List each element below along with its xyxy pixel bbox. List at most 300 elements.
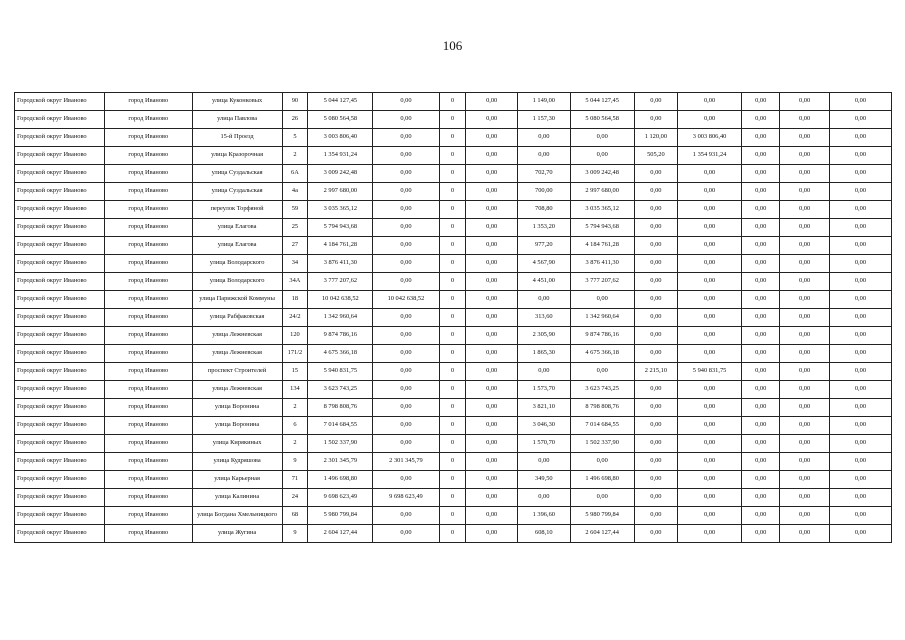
- settlement-cell: город Иваново: [104, 327, 192, 345]
- area-d-cell: 0,00: [742, 435, 780, 453]
- amount-e-cell: 0,00: [829, 165, 891, 183]
- municipality-cell: Городской округ Иваново: [15, 363, 105, 381]
- total-cost-cell: 5 940 831,75: [308, 363, 373, 381]
- municipality-cell: Городской округ Иваново: [15, 453, 105, 471]
- street-cell: улица Лежневская: [192, 345, 282, 363]
- table-row: [15, 183, 892, 201]
- municipality-cell: Городской округ Иваново: [15, 273, 105, 291]
- table-row: [15, 129, 892, 147]
- area-a-cell: 0,00: [466, 363, 518, 381]
- house-number-cell: 9: [282, 525, 308, 543]
- table-row: [15, 201, 892, 219]
- area-a-cell: 0,00: [466, 219, 518, 237]
- amount-e-cell: 0,00: [829, 129, 891, 147]
- house-number-cell: 5: [282, 129, 308, 147]
- area-d-cell: 0,00: [742, 453, 780, 471]
- street-cell: улица Кразорочная: [192, 147, 282, 165]
- area-b-cell: 3 046,30: [517, 417, 570, 435]
- total-cost-cell: 3 876 411,30: [308, 255, 373, 273]
- area-c-cell: 0,00: [634, 255, 677, 273]
- count-a-cell: 0: [439, 291, 466, 309]
- house-number-cell: 6А: [282, 165, 308, 183]
- area-c-cell: 505,20: [634, 147, 677, 165]
- settlement-cell: город Иваново: [104, 417, 192, 435]
- area-a-cell: 0,00: [466, 417, 518, 435]
- amount-c-cell: 1 354 931,24: [678, 147, 742, 165]
- amount-c-cell: 0,00: [678, 93, 742, 111]
- amount-d-cell: 0,00: [780, 201, 830, 219]
- data-table: [14, 92, 892, 543]
- amount-c-cell: 0,00: [678, 507, 742, 525]
- area-b-cell: 700,00: [517, 183, 570, 201]
- amount-c-cell: 0,00: [678, 417, 742, 435]
- municipality-cell: Городской округ Иваново: [15, 165, 105, 183]
- area-b-cell: 1 149,00: [517, 93, 570, 111]
- count-a-cell: 0: [439, 93, 466, 111]
- house-number-cell: 59: [282, 201, 308, 219]
- municipality-cell: Городской округ Иваново: [15, 435, 105, 453]
- municipality-cell: Городской округ Иваново: [15, 111, 105, 129]
- table-row: [15, 237, 892, 255]
- amount-a-cell: 0,00: [373, 525, 439, 543]
- area-a-cell: 0,00: [466, 471, 518, 489]
- amount-b-cell: 5 980 799,84: [570, 507, 634, 525]
- amount-c-cell: 0,00: [678, 453, 742, 471]
- amount-c-cell: 0,00: [678, 399, 742, 417]
- municipality-cell: Городской округ Иваново: [15, 237, 105, 255]
- area-a-cell: 0,00: [466, 453, 518, 471]
- total-cost-cell: 7 014 684,55: [308, 417, 373, 435]
- amount-a-cell: 0,00: [373, 237, 439, 255]
- area-a-cell: 0,00: [466, 507, 518, 525]
- settlement-cell: город Иваново: [104, 255, 192, 273]
- amount-b-cell: 0,00: [570, 489, 634, 507]
- amount-d-cell: 0,00: [780, 165, 830, 183]
- area-b-cell: 4 451,00: [517, 273, 570, 291]
- amount-e-cell: 0,00: [829, 525, 891, 543]
- amount-a-cell: 0,00: [373, 255, 439, 273]
- amount-a-cell: 0,00: [373, 183, 439, 201]
- amount-d-cell: 0,00: [780, 147, 830, 165]
- area-c-cell: 0,00: [634, 453, 677, 471]
- street-cell: переулок Торфяной: [192, 201, 282, 219]
- area-b-cell: 0,00: [517, 129, 570, 147]
- table-row: [15, 435, 892, 453]
- area-d-cell: 0,00: [742, 327, 780, 345]
- area-c-cell: 0,00: [634, 291, 677, 309]
- municipality-cell: Городской округ Иваново: [15, 417, 105, 435]
- amount-a-cell: 0,00: [373, 345, 439, 363]
- amount-e-cell: 0,00: [829, 453, 891, 471]
- amount-e-cell: 0,00: [829, 507, 891, 525]
- street-cell: улица Кудряшова: [192, 453, 282, 471]
- area-c-cell: 0,00: [634, 273, 677, 291]
- amount-a-cell: 0,00: [373, 201, 439, 219]
- amount-c-cell: 0,00: [678, 435, 742, 453]
- area-a-cell: 0,00: [466, 183, 518, 201]
- amount-a-cell: 0,00: [373, 381, 439, 399]
- amount-e-cell: 0,00: [829, 471, 891, 489]
- area-a-cell: 0,00: [466, 93, 518, 111]
- amount-a-cell: 0,00: [373, 507, 439, 525]
- amount-a-cell: 0,00: [373, 399, 439, 417]
- municipality-cell: Городской округ Иваново: [15, 345, 105, 363]
- table-row: [15, 165, 892, 183]
- amount-a-cell: 10 042 638,52: [373, 291, 439, 309]
- total-cost-cell: 5 794 943,68: [308, 219, 373, 237]
- area-d-cell: 0,00: [742, 309, 780, 327]
- street-cell: улица Павлова: [192, 111, 282, 129]
- house-number-cell: 71: [282, 471, 308, 489]
- amount-d-cell: 0,00: [780, 399, 830, 417]
- area-d-cell: 0,00: [742, 399, 780, 417]
- amount-e-cell: 0,00: [829, 291, 891, 309]
- amount-c-cell: 0,00: [678, 219, 742, 237]
- table-row: [15, 219, 892, 237]
- count-a-cell: 0: [439, 345, 466, 363]
- table-body: [15, 93, 892, 543]
- area-d-cell: 0,00: [742, 165, 780, 183]
- area-b-cell: 0,00: [517, 147, 570, 165]
- count-a-cell: 0: [439, 453, 466, 471]
- amount-a-cell: 0,00: [373, 111, 439, 129]
- house-number-cell: 18: [282, 291, 308, 309]
- municipality-cell: Городской округ Иваново: [15, 525, 105, 543]
- amount-a-cell: 9 698 623,49: [373, 489, 439, 507]
- house-number-cell: 27: [282, 237, 308, 255]
- count-a-cell: 0: [439, 147, 466, 165]
- settlement-cell: город Иваново: [104, 471, 192, 489]
- house-number-cell: 24: [282, 489, 308, 507]
- area-b-cell: 1 570,70: [517, 435, 570, 453]
- count-a-cell: 0: [439, 363, 466, 381]
- area-c-cell: 0,00: [634, 489, 677, 507]
- table-row: [15, 471, 892, 489]
- amount-c-cell: 0,00: [678, 525, 742, 543]
- house-number-cell: 2: [282, 435, 308, 453]
- area-c-cell: 0,00: [634, 111, 677, 129]
- amount-a-cell: 0,00: [373, 435, 439, 453]
- table-row: [15, 111, 892, 129]
- amount-a-cell: 0,00: [373, 147, 439, 165]
- street-cell: улица Суздальская: [192, 165, 282, 183]
- amount-b-cell: 3 623 743,25: [570, 381, 634, 399]
- street-cell: 15-й Проезд: [192, 129, 282, 147]
- amount-b-cell: 4 675 366,18: [570, 345, 634, 363]
- total-cost-cell: 10 042 638,52: [308, 291, 373, 309]
- area-a-cell: 0,00: [466, 237, 518, 255]
- area-c-cell: 0,00: [634, 327, 677, 345]
- settlement-cell: город Иваново: [104, 399, 192, 417]
- amount-b-cell: 0,00: [570, 129, 634, 147]
- table-row: [15, 399, 892, 417]
- area-c-cell: 0,00: [634, 309, 677, 327]
- amount-c-cell: 0,00: [678, 327, 742, 345]
- area-c-cell: 0,00: [634, 345, 677, 363]
- count-a-cell: 0: [439, 327, 466, 345]
- settlement-cell: город Иваново: [104, 291, 192, 309]
- count-a-cell: 0: [439, 129, 466, 147]
- settlement-cell: город Иваново: [104, 129, 192, 147]
- amount-a-cell: 0,00: [373, 417, 439, 435]
- amount-b-cell: 4 184 761,28: [570, 237, 634, 255]
- area-b-cell: 0,00: [517, 453, 570, 471]
- amount-a-cell: 2 301 345,79: [373, 453, 439, 471]
- area-b-cell: 313,60: [517, 309, 570, 327]
- total-cost-cell: 9 698 623,49: [308, 489, 373, 507]
- street-cell: улица Жугина: [192, 525, 282, 543]
- settlement-cell: город Иваново: [104, 93, 192, 111]
- count-a-cell: 0: [439, 219, 466, 237]
- amount-b-cell: 8 798 808,76: [570, 399, 634, 417]
- area-b-cell: 1 396,60: [517, 507, 570, 525]
- area-a-cell: 0,00: [466, 201, 518, 219]
- amount-b-cell: 9 874 786,16: [570, 327, 634, 345]
- street-cell: улица Кирякиных: [192, 435, 282, 453]
- amount-d-cell: 0,00: [780, 381, 830, 399]
- area-a-cell: 0,00: [466, 399, 518, 417]
- street-cell: улица Володарского: [192, 255, 282, 273]
- area-a-cell: 0,00: [466, 435, 518, 453]
- area-b-cell: 2 305,90: [517, 327, 570, 345]
- table-row: [15, 507, 892, 525]
- total-cost-cell: 1 496 698,80: [308, 471, 373, 489]
- amount-d-cell: 0,00: [780, 183, 830, 201]
- area-d-cell: 0,00: [742, 525, 780, 543]
- area-c-cell: 0,00: [634, 381, 677, 399]
- total-cost-cell: 5 080 564,58: [308, 111, 373, 129]
- amount-e-cell: 0,00: [829, 417, 891, 435]
- area-a-cell: 0,00: [466, 291, 518, 309]
- count-a-cell: 0: [439, 525, 466, 543]
- amount-d-cell: 0,00: [780, 363, 830, 381]
- house-number-cell: 25: [282, 219, 308, 237]
- street-cell: улица Елагова: [192, 237, 282, 255]
- area-b-cell: 1 157,30: [517, 111, 570, 129]
- area-d-cell: 0,00: [742, 291, 780, 309]
- amount-c-cell: 0,00: [678, 201, 742, 219]
- amount-c-cell: 0,00: [678, 291, 742, 309]
- area-c-cell: 0,00: [634, 93, 677, 111]
- table-row: [15, 489, 892, 507]
- total-cost-cell: 1 502 337,90: [308, 435, 373, 453]
- count-a-cell: 0: [439, 111, 466, 129]
- amount-b-cell: 0,00: [570, 147, 634, 165]
- table-row: [15, 381, 892, 399]
- amount-d-cell: 0,00: [780, 471, 830, 489]
- amount-a-cell: 0,00: [373, 363, 439, 381]
- area-d-cell: 0,00: [742, 93, 780, 111]
- amount-b-cell: 0,00: [570, 453, 634, 471]
- count-a-cell: 0: [439, 183, 466, 201]
- settlement-cell: город Иваново: [104, 507, 192, 525]
- amount-b-cell: 7 014 684,55: [570, 417, 634, 435]
- municipality-cell: Городской округ Иваново: [15, 399, 105, 417]
- amount-b-cell: 1 496 698,80: [570, 471, 634, 489]
- amount-e-cell: 0,00: [829, 93, 891, 111]
- amount-e-cell: 0,00: [829, 219, 891, 237]
- area-b-cell: 1 573,70: [517, 381, 570, 399]
- total-cost-cell: 1 354 931,24: [308, 147, 373, 165]
- area-a-cell: 0,00: [466, 525, 518, 543]
- street-cell: улица Лежневская: [192, 327, 282, 345]
- street-cell: улица Воронина: [192, 399, 282, 417]
- amount-e-cell: 0,00: [829, 273, 891, 291]
- count-a-cell: 0: [439, 309, 466, 327]
- settlement-cell: город Иваново: [104, 111, 192, 129]
- count-a-cell: 0: [439, 507, 466, 525]
- settlement-cell: город Иваново: [104, 183, 192, 201]
- amount-d-cell: 0,00: [780, 507, 830, 525]
- settlement-cell: город Иваново: [104, 237, 192, 255]
- amount-d-cell: 0,00: [780, 291, 830, 309]
- count-a-cell: 0: [439, 255, 466, 273]
- street-cell: улица Карьерная: [192, 471, 282, 489]
- area-a-cell: 0,00: [466, 111, 518, 129]
- amount-d-cell: 0,00: [780, 111, 830, 129]
- table-row: [15, 525, 892, 543]
- area-c-cell: 0,00: [634, 417, 677, 435]
- table-row: [15, 453, 892, 471]
- count-a-cell: 0: [439, 399, 466, 417]
- amount-a-cell: 0,00: [373, 93, 439, 111]
- house-number-cell: 34: [282, 255, 308, 273]
- settlement-cell: город Иваново: [104, 165, 192, 183]
- amount-c-cell: 0,00: [678, 273, 742, 291]
- house-number-cell: 171/2: [282, 345, 308, 363]
- settlement-cell: город Иваново: [104, 201, 192, 219]
- table-row: [15, 417, 892, 435]
- table-row: [15, 147, 892, 165]
- amount-d-cell: 0,00: [780, 309, 830, 327]
- amount-b-cell: 2 604 127,44: [570, 525, 634, 543]
- total-cost-cell: 2 997 680,00: [308, 183, 373, 201]
- amount-a-cell: 0,00: [373, 129, 439, 147]
- total-cost-cell: 4 184 761,28: [308, 237, 373, 255]
- amount-c-cell: 0,00: [678, 111, 742, 129]
- area-c-cell: 0,00: [634, 507, 677, 525]
- area-b-cell: 0,00: [517, 489, 570, 507]
- count-a-cell: 0: [439, 489, 466, 507]
- settlement-cell: город Иваново: [104, 147, 192, 165]
- amount-b-cell: 5 080 564,58: [570, 111, 634, 129]
- municipality-cell: Городской округ Иваново: [15, 183, 105, 201]
- table-row: [15, 363, 892, 381]
- street-cell: улица Володарского: [192, 273, 282, 291]
- settlement-cell: город Иваново: [104, 309, 192, 327]
- table-row: [15, 273, 892, 291]
- amount-d-cell: 0,00: [780, 255, 830, 273]
- area-b-cell: 3 821,10: [517, 399, 570, 417]
- street-cell: улица Воронина: [192, 417, 282, 435]
- total-cost-cell: 3 003 806,40: [308, 129, 373, 147]
- table-row: [15, 291, 892, 309]
- street-cell: улица Лежневская: [192, 381, 282, 399]
- amount-b-cell: 1 342 960,64: [570, 309, 634, 327]
- amount-d-cell: 0,00: [780, 129, 830, 147]
- area-c-cell: 0,00: [634, 399, 677, 417]
- street-cell: улица Елагова: [192, 219, 282, 237]
- amount-b-cell: 3 876 411,30: [570, 255, 634, 273]
- area-d-cell: 0,00: [742, 507, 780, 525]
- amount-b-cell: 3 009 242,48: [570, 165, 634, 183]
- area-d-cell: 0,00: [742, 381, 780, 399]
- amount-a-cell: 0,00: [373, 327, 439, 345]
- amount-d-cell: 0,00: [780, 417, 830, 435]
- street-cell: улица Калинина: [192, 489, 282, 507]
- amount-e-cell: 0,00: [829, 111, 891, 129]
- count-a-cell: 0: [439, 273, 466, 291]
- total-cost-cell: 8 798 808,76: [308, 399, 373, 417]
- area-c-cell: 0,00: [634, 219, 677, 237]
- amount-b-cell: 5 044 127,45: [570, 93, 634, 111]
- area-b-cell: 1 353,20: [517, 219, 570, 237]
- total-cost-cell: 3 009 242,48: [308, 165, 373, 183]
- amount-c-cell: 0,00: [678, 183, 742, 201]
- count-a-cell: 0: [439, 471, 466, 489]
- house-number-cell: 134: [282, 381, 308, 399]
- amount-c-cell: 0,00: [678, 255, 742, 273]
- count-a-cell: 0: [439, 165, 466, 183]
- area-b-cell: 977,20: [517, 237, 570, 255]
- amount-e-cell: 0,00: [829, 435, 891, 453]
- area-a-cell: 0,00: [466, 381, 518, 399]
- table-row: [15, 345, 892, 363]
- amount-e-cell: 0,00: [829, 147, 891, 165]
- municipality-cell: Городской округ Иваново: [15, 255, 105, 273]
- street-cell: проспект Строителей: [192, 363, 282, 381]
- municipality-cell: Городской округ Иваново: [15, 93, 105, 111]
- house-number-cell: 9: [282, 453, 308, 471]
- area-d-cell: 0,00: [742, 219, 780, 237]
- area-d-cell: 0,00: [742, 237, 780, 255]
- table-container: [14, 92, 892, 543]
- amount-a-cell: 0,00: [373, 471, 439, 489]
- amount-d-cell: 0,00: [780, 453, 830, 471]
- area-d-cell: 0,00: [742, 417, 780, 435]
- settlement-cell: город Иваново: [104, 363, 192, 381]
- street-cell: улица Куконковых: [192, 93, 282, 111]
- area-d-cell: 0,00: [742, 363, 780, 381]
- area-a-cell: 0,00: [466, 345, 518, 363]
- area-d-cell: 0,00: [742, 183, 780, 201]
- house-number-cell: 2: [282, 399, 308, 417]
- amount-d-cell: 0,00: [780, 219, 830, 237]
- street-cell: улица Рабфаковская: [192, 309, 282, 327]
- house-number-cell: 68: [282, 507, 308, 525]
- amount-e-cell: 0,00: [829, 489, 891, 507]
- amount-d-cell: 0,00: [780, 327, 830, 345]
- settlement-cell: город Иваново: [104, 453, 192, 471]
- municipality-cell: Городской округ Иваново: [15, 507, 105, 525]
- amount-e-cell: 0,00: [829, 399, 891, 417]
- amount-e-cell: 0,00: [829, 183, 891, 201]
- area-c-cell: 0,00: [634, 525, 677, 543]
- area-a-cell: 0,00: [466, 165, 518, 183]
- amount-c-cell: 0,00: [678, 489, 742, 507]
- total-cost-cell: 5 044 127,45: [308, 93, 373, 111]
- amount-d-cell: 0,00: [780, 237, 830, 255]
- municipality-cell: Городской округ Иваново: [15, 327, 105, 345]
- street-cell: улица Суздальская: [192, 183, 282, 201]
- settlement-cell: город Иваново: [104, 273, 192, 291]
- area-b-cell: 0,00: [517, 363, 570, 381]
- area-c-cell: 0,00: [634, 183, 677, 201]
- total-cost-cell: 3 035 365,12: [308, 201, 373, 219]
- area-a-cell: 0,00: [466, 273, 518, 291]
- total-cost-cell: 4 675 366,18: [308, 345, 373, 363]
- area-b-cell: 0,00: [517, 291, 570, 309]
